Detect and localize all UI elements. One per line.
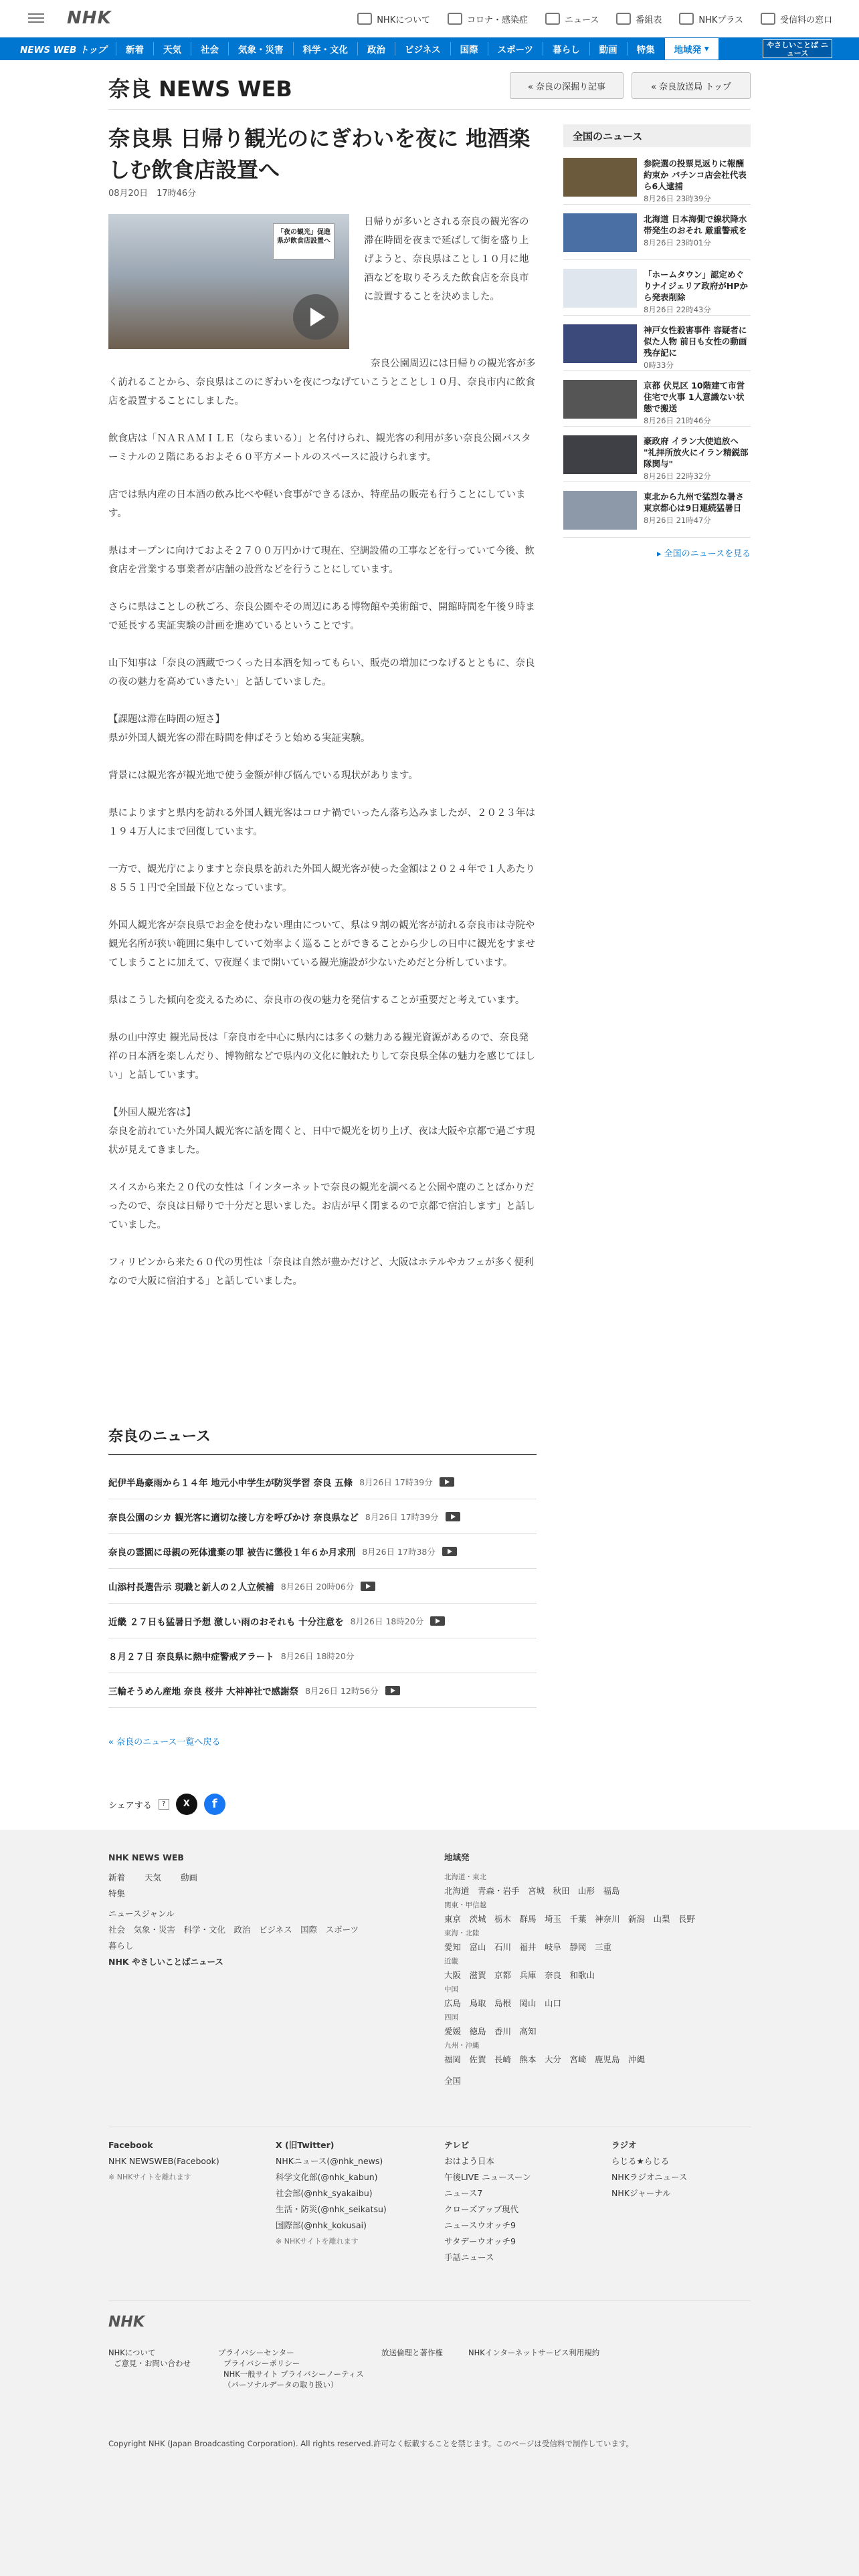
video-icon	[442, 1547, 457, 1556]
top-bar	[0, 0, 859, 37]
footer-privacy-center-link[interactable]: プライバシーセンター	[218, 2348, 294, 2357]
region-links[interactable]: 愛知 富山 石川 福井 岐阜 静岡 三重	[444, 1942, 612, 1952]
footer-newsweb	[108, 1850, 389, 1970]
footer-facebook: Facebook NHK NEWSWEB(Facebook) ※ NHKサイトを離れます	[108, 2137, 269, 2185]
article-body	[108, 354, 537, 1309]
share-label: シェアする	[108, 1800, 152, 1811]
x-share-icon[interactable]: X	[176, 1794, 197, 1815]
footer-link-video[interactable]: 動画	[181, 1872, 198, 1883]
divider	[108, 2300, 751, 2301]
x-link[interactable]: 国際部(@nhk_kokusai)	[276, 2220, 367, 2230]
divider	[108, 1454, 537, 1455]
sidebar-news-item[interactable]: 北海道 日本海側で線状降水帯発生のおそれ 厳重警戒を 8月26日 23時01分	[563, 213, 751, 260]
link-news[interactable]: ニュース	[545, 13, 599, 25]
radio-link[interactable]: NHKジャーナル	[611, 2188, 671, 2198]
paragraph: 奈良公園周辺には日帰りの観光客が多く訪れることから、奈良県はこのにぎわいを夜につなげていこうとことし１０月、奈良市内に飲食店を設置することにしました。	[108, 358, 536, 407]
link-program[interactable]: 番組表	[616, 13, 662, 25]
nav-region[interactable]: 地域発 ▾	[664, 37, 719, 60]
nav-politics[interactable]: 政治	[357, 42, 395, 56]
paragraph: 背景には観光客が観光地で使う金額が伸び悩んでいる現状があります。	[108, 770, 418, 781]
station-top-button[interactable]: « 奈良放送局 トップ	[632, 72, 751, 99]
list-item[interactable]: 近畿 ２７日も猛暑日予想 激しい雨のおそれも 十分注意を 8月26日 18時20分	[108, 1604, 537, 1638]
footer-easy-news[interactable]: NHK やさしいことばニュース	[108, 1957, 223, 1967]
news-thumbnail	[563, 213, 637, 252]
region-links[interactable]: 愛媛 徳島 香川 高知	[444, 2026, 537, 2036]
link-fee[interactable]: 受信料の窓口	[761, 13, 832, 25]
share-bar	[108, 1794, 225, 1815]
list-item[interactable]: 奈良の霊園に母親の死体遺棄の罪 被告に懲役１年６か月求刑 8月26日 17時38分	[108, 1534, 537, 1569]
copyright: Copyright NHK (Japan Broadcasting Corporation). All rights reserved.許可なく転載することを禁じます。このページは受信料で制作しています。	[108, 2439, 634, 2448]
footer-about-link[interactable]: NHKについて	[108, 2348, 156, 2357]
paragraph: 店では県内産の日本酒の飲み比べや軽い食事ができるほか、特産品の販売も行うことにしています。	[108, 490, 526, 519]
sidebar-news-item[interactable]: 「ホームタウン」認定めぐりナイジェリア政府がHPから発表削除 8月26日 22時43分	[563, 269, 751, 316]
nav-disaster[interactable]: 気象・災害	[228, 42, 293, 56]
news-icon	[545, 13, 560, 25]
paragraph: 外国人観光客が奈良県でお金を使わない理由について、県は９割の観光客が訪れる奈良市は寺院や観光名所が狭い範囲に集中していて効率よく巡ることができることから少しの日中に観光をすませてしまうことに加えて、▽夜遅くまで開いている観光施設が少ないためだと分析しています。	[108, 920, 535, 968]
sidebar-news-item[interactable]: 神戸女性殺害事件 容疑者に似た人物 前日も女性の動画残存記に 0時33分	[563, 324, 751, 371]
x-link[interactable]: 生活・防災(@nhk_seikatsu)	[276, 2204, 387, 2214]
paragraph: フィリピンから来た６０代の男性は「奈良は自然が豊かだけど、大阪はホテルやカフェが多く便利なので大阪に宿泊する」と話していました。	[108, 1257, 534, 1287]
link-corona[interactable]: コロナ・感染症	[448, 13, 528, 25]
paragraph: 県の山中淳史 観光局長は「奈良市を中心に県内には多くの魅力ある観光資源があるので、奈良発祥の日本酒を楽しんだり、博物館などで県内の文化に触れたりして奈良県全体の魅力を感じてほしい」と話しています。	[108, 1033, 535, 1081]
help-icon[interactable]: ?	[159, 1799, 169, 1810]
footer-ethics-link[interactable]: 放送倫理と著作権	[381, 2348, 443, 2357]
paragraph: 【外国人観光客は】 奈良を訪れていた外国人観光客に話を聞くと、日中で観光を切り上げ、夜は大阪や京都で過ごす現状が見えてきました。	[108, 1107, 535, 1156]
footer-nhk-logo[interactable]: NHK	[108, 2314, 145, 2331]
list-item[interactable]: 奈良公園のシカ 観光客に適切な接し方を呼びかけ 奈良県など 8月26日 17時39分	[108, 1499, 537, 1534]
tv-link[interactable]: おはよう日本	[444, 2156, 495, 2166]
nav-new[interactable]: 新着	[116, 42, 153, 56]
tv-link[interactable]: ニュースウオッチ9	[444, 2220, 516, 2230]
paragraph: さらに県はことしの秋ごろ、奈良公園やその周辺にある博物館や美術館で、開館時間を午後９時まで延長する実証実験の計画を進めているということです。	[108, 602, 535, 631]
paragraph: 山下知事は「奈良の酒蔵でつくった日本酒を知ってもらい、販売の増加につなげるとともに、奈良の夜の魅力を高めていきたい」と話していました。	[108, 658, 535, 687]
play-icon[interactable]	[293, 294, 339, 340]
paragraph: 県によりますと県内を訪れる外国人観光客はコロナ禍でいったん落ち込みましたが、２０２３年は１９４万人にまで回復しています。	[108, 808, 535, 837]
article-date: 08月20日 17時46分	[108, 189, 197, 199]
nav-top[interactable]: NEWS WEB トップ	[20, 45, 107, 56]
footer-regions: 地域発 北海道・東北 北海道 青森・岩手 宮城 秋田 山形 福島 関東・甲信越 東京 茨城 栃木 群馬 埼玉 千葉 神奈川 新潟 山梨 長野 東海・北陸 愛知 富山 石川 福井 岐阜 静岡 三重 近畿 大阪 滋賀 京都 兵庫 奈良 和歌山 中国 広島 鳥取 島根 岡山 山口 四国 愛媛 徳島 香川 高知 九州・沖縄 福岡 佐賀 長崎 熊本 大分 宮崎 鹿児島 沖縄 全国	[444, 1850, 751, 2089]
x-link[interactable]: 科学文化部(@nhk_kabun)	[276, 2172, 378, 2182]
nhk-logo[interactable]: NHK	[67, 8, 112, 28]
facebook-share-icon[interactable]: f	[204, 1794, 225, 1815]
region-links[interactable]: 大阪 滋賀 京都 兵庫 奈良 和歌山	[444, 1970, 595, 1980]
paragraph: 県はこうした傾向を変えるために、奈良市の夜の魅力を発信することが重要だと考えています。	[108, 995, 525, 1006]
nav-business[interactable]: ビジネス	[395, 42, 450, 56]
footer-link-new[interactable]: 新着	[108, 1872, 126, 1883]
region-all[interactable]: 全国	[444, 2076, 462, 2086]
list-item[interactable]: 紀伊半島豪雨から１４年 地元小中学生が防災学習 奈良 五條 8月26日 17時39分	[108, 1465, 537, 1499]
easy-news-button[interactable]: やさしいことば ニュース	[763, 39, 832, 58]
footer-link-weather[interactable]: 天気	[145, 1872, 162, 1883]
local-news-heading: 奈良のニュース	[108, 1428, 211, 1445]
section-title[interactable]: 奈良 NEWS WEB	[108, 76, 292, 102]
top-links	[357, 0, 832, 37]
footer-bottom-col	[381, 2347, 462, 2358]
footer-privacy-policy-link[interactable]: プライバシーポリシー	[223, 2359, 300, 2368]
radio-link[interactable]: NHKラジオニュース	[611, 2172, 688, 2182]
sidebar-news-item[interactable]: 京都 伏見区 10階建て市営住宅で火事 1人意識ない状態で搬送 8月26日 21時46分	[563, 380, 751, 427]
article-lead: 日帰りが多いとされる奈良の観光客の滞在時間を夜まで延ばして街を盛り上げようと、奈良県はことし１０月に地酒などを取りそろえた飲食店を奈良市に設置することを決めました。	[364, 217, 529, 302]
nav-weather[interactable]: 天気	[153, 42, 191, 56]
video-icon	[440, 1477, 454, 1487]
news-thumbnail	[563, 324, 637, 363]
paragraph: 県はオープンに向けておよそ２７００万円かけて現在、空調設備の工事などを行っていて今後、飲食店を営業する事業者が店舗の設営などを行うことにしています。	[108, 546, 535, 575]
local-news-back-link[interactable]: « 奈良のニュース一覧へ戻る	[108, 1737, 221, 1747]
deep-articles-button[interactable]: « 奈良の深掘り記事	[510, 72, 624, 99]
footer-x: X (旧Twitter) NHKニュース(@nhk_news) 科学文化部(@nhk_kabun) 社会部(@nhk_syakaibu) 生活・防災(@nhk_seikatsu) 国際部(@nhk_kokusai) ※ NHKサイトを離れます	[276, 2137, 436, 2250]
region-links[interactable]: 北海道 青森・岩手 宮城 秋田 山形 福島	[444, 1886, 620, 1896]
virus-icon	[448, 13, 462, 25]
building-icon	[357, 13, 372, 25]
link-nhkplus[interactable]: NHKプラス	[679, 13, 743, 25]
national-news-sidebar	[563, 124, 751, 559]
footer-terms-link[interactable]: NHKインターネットサービス利用規約	[468, 2348, 600, 2357]
paragraph: スイスから来た２０代の女性は「インターネットで奈良の観光を調べると公園や鹿のことばかりだったので、奈良は日帰りで十分だと思いました。お店が早く閉まるので京都で宿泊します」と話していました。	[108, 1182, 535, 1230]
footer-newsweb-title[interactable]: NHK NEWS WEB	[108, 1852, 184, 1862]
video-icon	[430, 1616, 445, 1626]
news-thumbnail	[563, 435, 637, 474]
footer-privacy-notice-link[interactable]: NHK一般サイト プライバシーノーティス（パーソナルデータの取り扱い）	[223, 2369, 364, 2389]
region-links[interactable]: 福岡 佐賀 長崎 熊本 大分 宮崎 鹿児島 沖縄	[444, 2054, 646, 2064]
video-icon	[385, 1686, 400, 1695]
video-icon	[446, 1512, 460, 1521]
tv-link[interactable]: サタデーウオッチ9	[444, 2236, 516, 2246]
nav-science[interactable]: 科学・文化	[293, 42, 358, 56]
footer-region-title: 地域発	[444, 1852, 470, 1862]
radio-link[interactable]: らじる★らじる	[611, 2156, 670, 2166]
footer-genres-2[interactable]: 暮らし	[108, 1941, 134, 1951]
nav-video[interactable]: 動画	[589, 42, 627, 56]
footer-genres[interactable]: 社会 気象・災害 科学・文化 政治 ビジネス 国際 スポーツ	[108, 1925, 359, 1935]
tv-link[interactable]: クローズアップ現代	[444, 2204, 519, 2214]
paragraph: 飲食店は「ＮＡＲＡＭＩＬＥ（ならまいる）」と名付けられ、観光客の利用が多い奈良公園バスターミナルの２階にあるおよそ６０平方メートルのスペースに設けられます。	[108, 433, 531, 463]
tv-guide-icon	[616, 13, 631, 25]
footer-contact-link[interactable]: ご意見・お問い合わせ	[114, 2359, 191, 2368]
x-link[interactable]: NHKニュース(@nhk_news)	[276, 2156, 383, 2166]
fee-icon	[761, 13, 775, 25]
nav-feature[interactable]: 特集	[627, 42, 664, 56]
nav-international[interactable]: 国際	[450, 42, 488, 56]
divider	[108, 109, 751, 110]
news-thumbnail	[563, 269, 637, 308]
sidebar-news-item[interactable]: 豪政府 イラン大使追放へ "礼拝所放火にイラン精鋭部隊関与" 8月26日 22時32分	[563, 435, 751, 482]
footer-link-feature[interactable]: 特集	[108, 1889, 126, 1899]
tv-link[interactable]: ニュース7	[444, 2188, 483, 2198]
footer-bottom-col	[218, 2347, 365, 2390]
main-nav	[0, 37, 859, 60]
footer-bottom-col	[108, 2347, 209, 2369]
tv-link[interactable]: 午後LIVE ニュースーン	[444, 2172, 531, 2182]
footer-genre-title: ニュースジャンル	[108, 1909, 175, 1919]
facebook-link[interactable]: NHK NEWSWEB(Facebook)	[108, 2156, 219, 2166]
tv-link[interactable]: 手話ニュース	[444, 2252, 494, 2262]
news-thumbnail	[563, 380, 637, 419]
footer-radio: ラジオ らじる★らじる NHKラジオニュース NHKジャーナル	[611, 2137, 751, 2202]
national-news-more-link[interactable]: ▸ 全国のニュースを見る	[656, 549, 751, 559]
list-item[interactable]: 山添村長選告示 現職と新人の２人立候補 8月26日 20時06分	[108, 1569, 537, 1604]
list-item[interactable]: 三輪そうめん産地 奈良 桜井 大神神社で感謝祭 8月26日 12時56分	[108, 1673, 537, 1708]
article-video[interactable]	[108, 214, 349, 349]
news-thumbnail	[563, 158, 637, 197]
footer-bottom-col	[468, 2347, 669, 2358]
local-news-list	[108, 1465, 537, 1708]
news-thumbnail	[563, 491, 637, 530]
paragraph: 一方で、観光庁によりますと奈良県を訪れた外国人観光客が使った金額は２０２４年で１人あたり８５５１円で全国最下位となっています。	[108, 864, 535, 893]
sidebar-news-item[interactable]: 参院選の投票見返りに報酬約束か パチンコ店会社代表ら6人逮捕 8月26日 23時39分	[563, 158, 751, 205]
list-item[interactable]: ８月２７日 奈良県に熱中症警戒アラート 8月26日 18時20分	[108, 1638, 537, 1673]
menu-icon[interactable]	[28, 11, 44, 24]
video-caption: 「夜の観光」促進 県が飲食店設置へ	[273, 223, 335, 259]
region-links[interactable]: 広島 鳥取 島根 岡山 山口	[444, 1998, 562, 2008]
sidebar-heading: 全国のニュース	[563, 124, 751, 147]
play-icon	[679, 13, 694, 25]
nav-life[interactable]: 暮らし	[543, 42, 589, 56]
nav-sports[interactable]: スポーツ	[488, 42, 543, 56]
footer-tv: テレビ おはよう日本 午後LIVE ニュースーン ニュース7 クローズアップ現代 ニュースウオッチ9 サタデーウオッチ9 手話ニュース	[444, 2137, 591, 2266]
link-about[interactable]: NHKについて	[357, 13, 430, 25]
sidebar-news-item[interactable]: 東北から九州で猛烈な暑さ 東京都心は9日連続猛暑日 8月26日 21時47分	[563, 491, 751, 538]
x-link[interactable]: 社会部(@nhk_syakaibu)	[276, 2188, 373, 2198]
region-links[interactable]: 東京 茨城 栃木 群馬 埼玉 千葉 神奈川 新潟 山梨 長野	[444, 1914, 696, 1924]
paragraph: 【課題は滞在時間の短さ】 県が外国人観光客の滞在時間を伸ばそうと始める実証実験。	[108, 714, 371, 744]
video-icon	[361, 1582, 375, 1591]
nav-society[interactable]: 社会	[191, 42, 228, 56]
article-title: 奈良県 日帰り観光のにぎわいを夜に 地酒楽しむ飲食店設置へ	[108, 126, 531, 183]
